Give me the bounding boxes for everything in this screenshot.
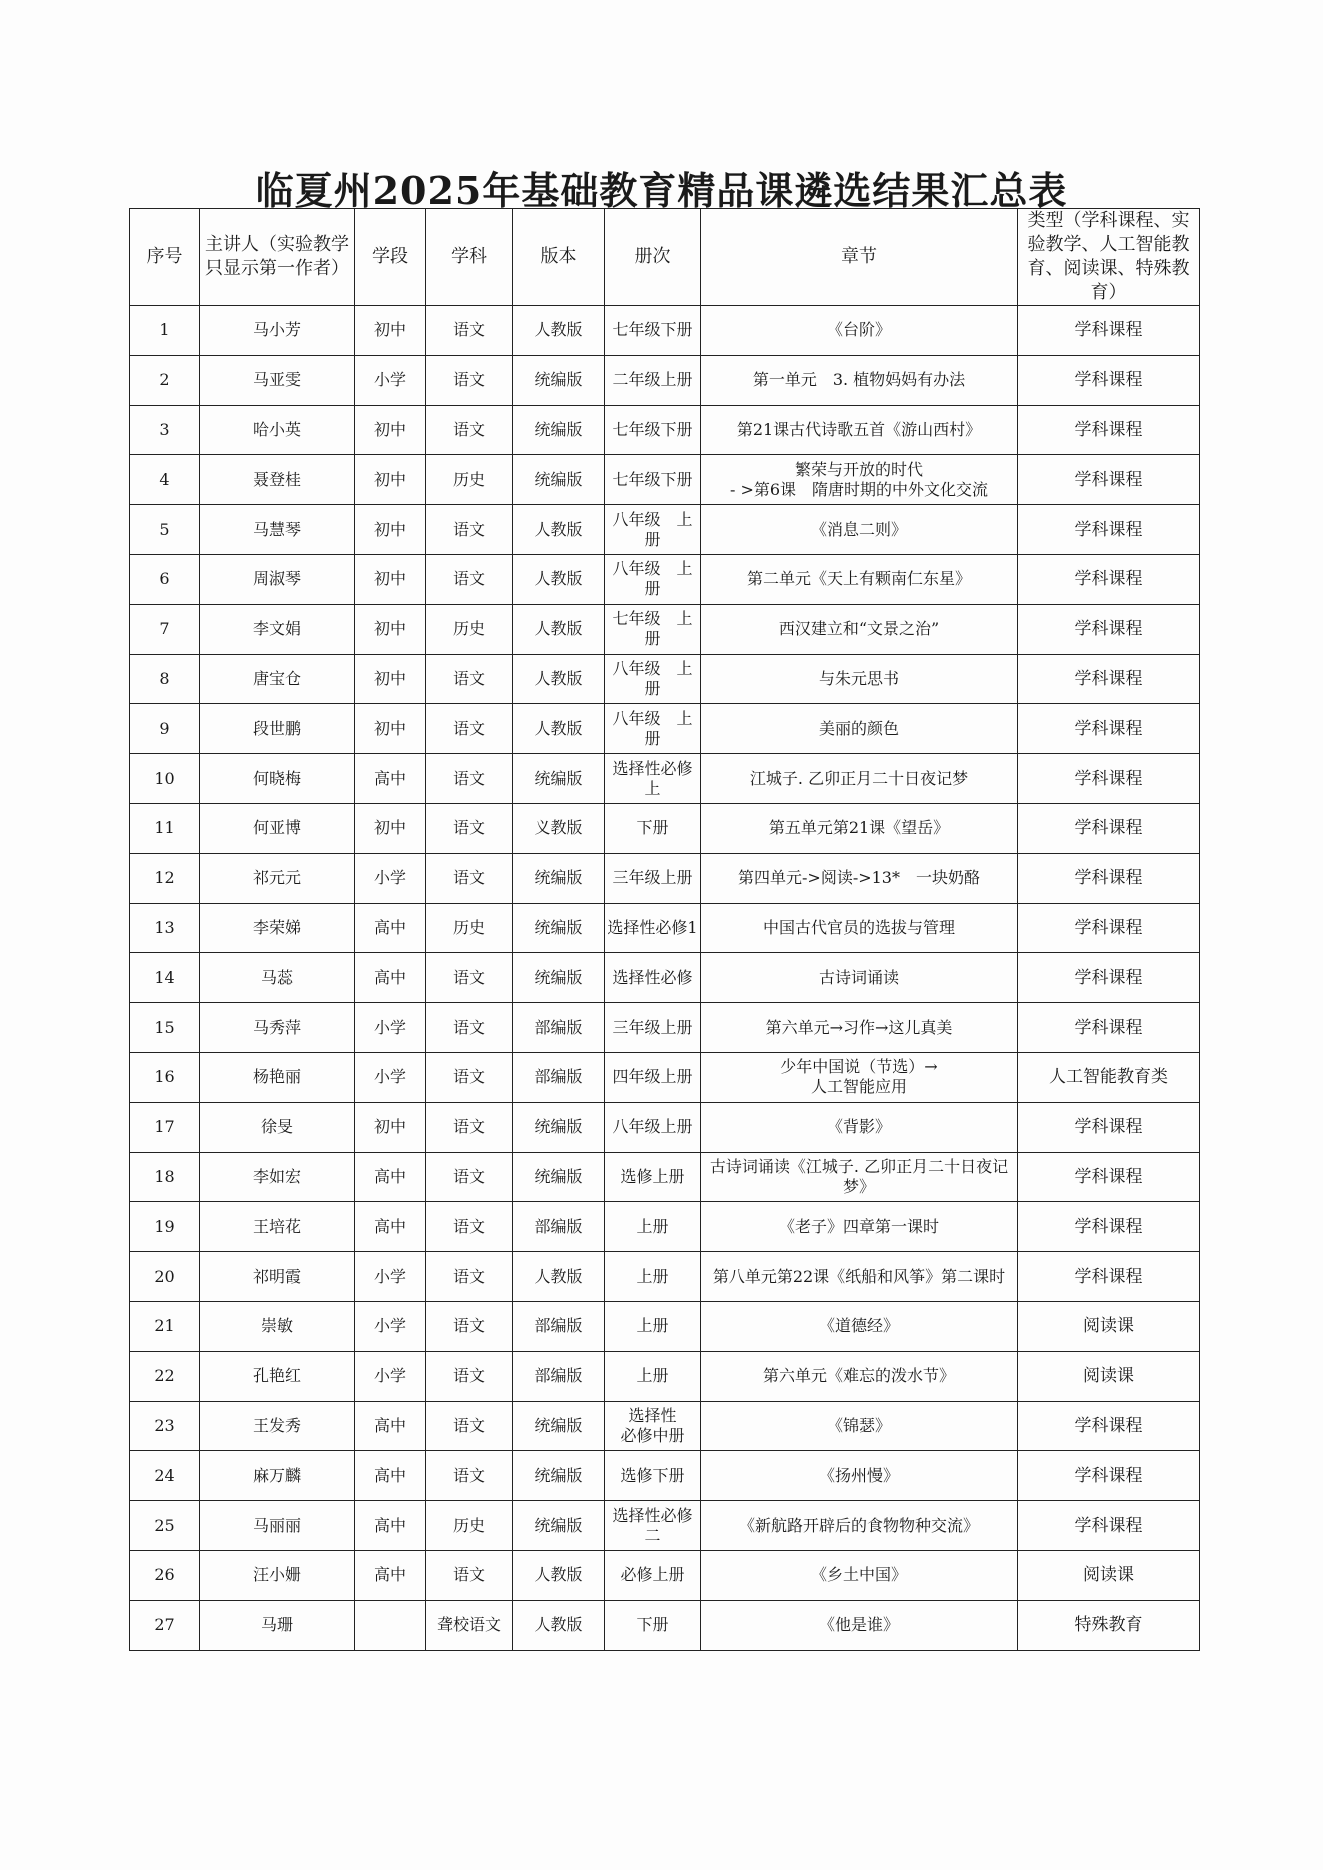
cell-type: 人工智能教育类 — [1018, 1052, 1200, 1102]
cell-stage: 初中 — [355, 1102, 426, 1152]
cell-volume: 八年级 上册 — [605, 704, 701, 754]
cell-stage: 高中 — [355, 1401, 426, 1451]
header-subject: 学科 — [426, 209, 513, 306]
cell-lecturer: 哈小英 — [200, 405, 355, 455]
cell-chapter: 《他是谁》 — [701, 1600, 1018, 1650]
cell-lecturer: 马小芳 — [200, 306, 355, 356]
cell-stage: 初中 — [355, 803, 426, 853]
cell-stage: 初中 — [355, 704, 426, 754]
table-row — [130, 1102, 1200, 1152]
header-row — [130, 209, 1200, 306]
cell-subject: 语文 — [426, 704, 513, 754]
header-chapter: 章节 — [701, 209, 1018, 306]
cell-edition: 统编版 — [513, 355, 605, 405]
cell-volume: 四年级上册 — [605, 1052, 701, 1102]
cell-stage: 小学 — [355, 1252, 426, 1302]
cell-stage: 初中 — [355, 405, 426, 455]
cell-stage: 初中 — [355, 654, 426, 704]
table-row — [130, 1152, 1200, 1202]
cell-volume: 上册 — [605, 1351, 701, 1401]
cell-volume: 必修上册 — [605, 1550, 701, 1600]
cell-volume: 八年级 上册 — [605, 654, 701, 704]
cell-stage: 小学 — [355, 1052, 426, 1102]
cell-stage: 高中 — [355, 1152, 426, 1202]
cell-edition: 统编版 — [513, 903, 605, 953]
cell-edition: 部编版 — [513, 1351, 605, 1401]
cell-lecturer: 段世鹏 — [200, 704, 355, 754]
cell-type: 学科课程 — [1018, 1401, 1200, 1451]
cell-index: 7 — [130, 604, 200, 654]
cell-type: 学科课程 — [1018, 853, 1200, 903]
cell-chapter: 《道德经》 — [701, 1301, 1018, 1351]
cell-chapter: 西汉建立和“文景之治” — [701, 604, 1018, 654]
cell-lecturer: 马丽丽 — [200, 1501, 355, 1551]
cell-volume: 八年级 上册 — [605, 505, 701, 555]
cell-index: 2 — [130, 355, 200, 405]
table-row — [130, 554, 1200, 604]
cell-type: 阅读课 — [1018, 1550, 1200, 1600]
table-row — [130, 505, 1200, 555]
cell-subject: 语文 — [426, 1252, 513, 1302]
cell-volume: 七年级 上册 — [605, 604, 701, 654]
cell-type: 学科课程 — [1018, 704, 1200, 754]
cell-index: 14 — [130, 953, 200, 1003]
cell-chapter: 第五单元第21课《望岳》 — [701, 803, 1018, 853]
cell-type: 学科课程 — [1018, 604, 1200, 654]
cell-volume: 下册 — [605, 1600, 701, 1650]
cell-lecturer: 汪小姗 — [200, 1550, 355, 1600]
cell-volume: 七年级下册 — [605, 405, 701, 455]
cell-index: 22 — [130, 1351, 200, 1401]
table-row — [130, 1052, 1200, 1102]
cell-chapter: 《锦瑟》 — [701, 1401, 1018, 1451]
table-row — [130, 1501, 1200, 1551]
cell-index: 12 — [130, 853, 200, 903]
cell-stage: 小学 — [355, 853, 426, 903]
cell-lecturer: 聂登桂 — [200, 455, 355, 505]
cell-index: 26 — [130, 1550, 200, 1600]
cell-stage: 高中 — [355, 754, 426, 804]
cell-edition: 统编版 — [513, 1401, 605, 1451]
cell-type: 学科课程 — [1018, 803, 1200, 853]
cell-subject: 语文 — [426, 355, 513, 405]
cell-index: 6 — [130, 554, 200, 604]
cell-lecturer: 马秀萍 — [200, 1003, 355, 1053]
cell-index: 21 — [130, 1301, 200, 1351]
cell-chapter: 《老子》四章第一课时 — [701, 1202, 1018, 1252]
cell-index: 19 — [130, 1202, 200, 1252]
table-row — [130, 654, 1200, 704]
cell-index: 3 — [130, 405, 200, 455]
cell-index: 10 — [130, 754, 200, 804]
cell-lecturer: 王培花 — [200, 1202, 355, 1252]
cell-edition: 统编版 — [513, 1152, 605, 1202]
cell-chapter: 《扬州慢》 — [701, 1451, 1018, 1501]
cell-type: 学科课程 — [1018, 306, 1200, 356]
page-title: 临夏州2025年基础教育精品课遴选结果汇总表 — [255, 168, 1068, 213]
cell-edition: 人教版 — [513, 1600, 605, 1650]
cell-lecturer: 孔艳红 — [200, 1351, 355, 1401]
cell-type: 学科课程 — [1018, 405, 1200, 455]
cell-lecturer: 王发秀 — [200, 1401, 355, 1451]
cell-index: 17 — [130, 1102, 200, 1152]
cell-type: 学科课程 — [1018, 1102, 1200, 1152]
table-row — [130, 704, 1200, 754]
cell-index: 24 — [130, 1451, 200, 1501]
cell-subject: 语文 — [426, 654, 513, 704]
cell-index: 27 — [130, 1600, 200, 1650]
cell-index: 18 — [130, 1152, 200, 1202]
cell-chapter: 《新航路开辟后的食物物种交流》 — [701, 1501, 1018, 1551]
cell-stage: 小学 — [355, 1301, 426, 1351]
cell-subject: 语文 — [426, 1052, 513, 1102]
cell-subject: 聋校语文 — [426, 1600, 513, 1650]
cell-stage: 高中 — [355, 1550, 426, 1600]
cell-edition: 人教版 — [513, 554, 605, 604]
cell-type: 学科课程 — [1018, 1202, 1200, 1252]
table-row — [130, 455, 1200, 505]
cell-index: 13 — [130, 903, 200, 953]
cell-stage: 高中 — [355, 1202, 426, 1252]
cell-subject: 语文 — [426, 953, 513, 1003]
cell-type: 学科课程 — [1018, 1252, 1200, 1302]
cell-index: 4 — [130, 455, 200, 505]
cell-stage: 小学 — [355, 355, 426, 405]
cell-volume: 八年级 上册 — [605, 554, 701, 604]
cell-index: 20 — [130, 1252, 200, 1302]
cell-edition: 统编版 — [513, 953, 605, 1003]
cell-chapter: 古诗词诵读《江城子. 乙卯正月二十日夜记梦》 — [701, 1152, 1018, 1202]
cell-edition: 义教版 — [513, 803, 605, 853]
cell-edition: 统编版 — [513, 1451, 605, 1501]
cell-lecturer: 李文娟 — [200, 604, 355, 654]
cell-subject: 历史 — [426, 1501, 513, 1551]
table-row — [130, 953, 1200, 1003]
cell-volume: 选择性必修上 — [605, 754, 701, 804]
cell-chapter: 《乡土中国》 — [701, 1550, 1018, 1600]
cell-volume: 七年级下册 — [605, 306, 701, 356]
cell-edition: 人教版 — [513, 704, 605, 754]
cell-subject: 语文 — [426, 505, 513, 555]
cell-type: 学科课程 — [1018, 1451, 1200, 1501]
cell-subject: 语文 — [426, 853, 513, 903]
table-body — [130, 306, 1200, 1651]
cell-subject: 语文 — [426, 306, 513, 356]
cell-lecturer: 唐宝仓 — [200, 654, 355, 704]
cell-index: 25 — [130, 1501, 200, 1551]
cell-subject: 语文 — [426, 754, 513, 804]
cell-chapter: 第六单元→习作→这儿真美 — [701, 1003, 1018, 1053]
cell-subject: 语文 — [426, 405, 513, 455]
cell-lecturer: 李荣娣 — [200, 903, 355, 953]
cell-edition: 统编版 — [513, 455, 605, 505]
cell-stage: 高中 — [355, 1451, 426, 1501]
cell-chapter: 《消息二则》 — [701, 505, 1018, 555]
table-row — [130, 355, 1200, 405]
cell-index: 15 — [130, 1003, 200, 1053]
cell-index: 8 — [130, 654, 200, 704]
cell-type: 学科课程 — [1018, 355, 1200, 405]
cell-lecturer: 李如宏 — [200, 1152, 355, 1202]
table-row — [130, 903, 1200, 953]
cell-volume: 上册 — [605, 1301, 701, 1351]
cell-edition: 人教版 — [513, 306, 605, 356]
cell-volume: 三年级上册 — [605, 1003, 701, 1053]
cell-type: 阅读课 — [1018, 1351, 1200, 1401]
cell-subject: 语文 — [426, 1202, 513, 1252]
cell-edition: 部编版 — [513, 1301, 605, 1351]
cell-subject: 历史 — [426, 455, 513, 505]
cell-stage: 小学 — [355, 1351, 426, 1401]
cell-type: 学科课程 — [1018, 554, 1200, 604]
table-row — [130, 1301, 1200, 1351]
cell-edition: 统编版 — [513, 1102, 605, 1152]
table-row — [130, 1202, 1200, 1252]
cell-index: 23 — [130, 1401, 200, 1451]
cell-volume: 上册 — [605, 1252, 701, 1302]
cell-chapter: 少年中国说（节选）→ 人工智能应用 — [701, 1052, 1018, 1102]
cell-stage: 高中 — [355, 903, 426, 953]
cell-edition: 人教版 — [513, 505, 605, 555]
cell-chapter: 第21课古代诗歌五首《游山西村》 — [701, 405, 1018, 455]
table-row — [130, 405, 1200, 455]
cell-volume: 选修上册 — [605, 1152, 701, 1202]
header-stage: 学段 — [355, 209, 426, 306]
cell-subject: 语文 — [426, 1102, 513, 1152]
cell-chapter: 第一单元 3. 植物妈妈有办法 — [701, 355, 1018, 405]
cell-type: 学科课程 — [1018, 455, 1200, 505]
cell-lecturer: 马亚雯 — [200, 355, 355, 405]
header-lecturer: 主讲人（实验教学只显示第一作者） — [200, 209, 355, 306]
cell-type: 学科课程 — [1018, 654, 1200, 704]
cell-type: 阅读课 — [1018, 1301, 1200, 1351]
cell-subject: 语文 — [426, 1451, 513, 1501]
cell-chapter: 江城子. 乙卯正月二十日夜记梦 — [701, 754, 1018, 804]
cell-lecturer: 马蕊 — [200, 953, 355, 1003]
cell-type: 学科课程 — [1018, 903, 1200, 953]
cell-volume: 二年级上册 — [605, 355, 701, 405]
cell-subject: 语文 — [426, 554, 513, 604]
cell-type: 学科课程 — [1018, 1501, 1200, 1551]
cell-volume: 选择性必修1 — [605, 903, 701, 953]
cell-volume: 八年级上册 — [605, 1102, 701, 1152]
table-row — [130, 1351, 1200, 1401]
cell-subject: 历史 — [426, 604, 513, 654]
cell-chapter: 中国古代官员的选拔与管理 — [701, 903, 1018, 953]
table-row — [130, 604, 1200, 654]
cell-chapter: 美丽的颜色 — [701, 704, 1018, 754]
table-row — [130, 306, 1200, 356]
header-volume: 册次 — [605, 209, 701, 306]
cell-lecturer: 周淑琴 — [200, 554, 355, 604]
cell-edition: 统编版 — [513, 405, 605, 455]
cell-stage: 高中 — [355, 1501, 426, 1551]
table-row — [130, 853, 1200, 903]
table-row — [130, 1401, 1200, 1451]
cell-edition: 人教版 — [513, 1252, 605, 1302]
cell-volume: 选修下册 — [605, 1451, 701, 1501]
cell-stage — [355, 1600, 426, 1650]
cell-lecturer: 徐旻 — [200, 1102, 355, 1152]
cell-subject: 历史 — [426, 903, 513, 953]
cell-subject: 语文 — [426, 1550, 513, 1600]
cell-volume: 三年级上册 — [605, 853, 701, 903]
cell-type: 学科课程 — [1018, 754, 1200, 804]
header-index: 序号 — [130, 209, 200, 306]
table-row — [130, 1003, 1200, 1053]
cell-type: 学科课程 — [1018, 1152, 1200, 1202]
cell-type: 学科课程 — [1018, 953, 1200, 1003]
cell-subject: 语文 — [426, 1401, 513, 1451]
cell-index: 16 — [130, 1052, 200, 1102]
cell-stage: 小学 — [355, 1003, 426, 1053]
cell-index: 1 — [130, 306, 200, 356]
cell-stage: 初中 — [355, 604, 426, 654]
cell-chapter: 与朱元思书 — [701, 654, 1018, 704]
cell-chapter: 《台阶》 — [701, 306, 1018, 356]
cell-volume: 选择性必修 — [605, 953, 701, 1003]
table-row — [130, 1550, 1200, 1600]
cell-stage: 初中 — [355, 455, 426, 505]
table-row — [130, 754, 1200, 804]
cell-edition: 人教版 — [513, 654, 605, 704]
cell-lecturer: 祁元元 — [200, 853, 355, 903]
cell-subject: 语文 — [426, 1301, 513, 1351]
cell-volume: 上册 — [605, 1202, 701, 1252]
cell-edition: 人教版 — [513, 1550, 605, 1600]
cell-edition: 统编版 — [513, 1501, 605, 1551]
cell-lecturer: 麻万麟 — [200, 1451, 355, 1501]
cell-subject: 语文 — [426, 803, 513, 853]
cell-lecturer: 马慧琴 — [200, 505, 355, 555]
cell-chapter: 第六单元《难忘的泼水节》 — [701, 1351, 1018, 1401]
cell-lecturer: 何晓梅 — [200, 754, 355, 804]
header-edition: 版本 — [513, 209, 605, 306]
table-row — [130, 1600, 1200, 1650]
header-type: 类型（学科课程、实验教学、人工智能教育、阅读课、特殊教育） — [1018, 209, 1200, 306]
cell-stage: 初中 — [355, 554, 426, 604]
cell-lecturer: 马珊 — [200, 1600, 355, 1650]
cell-lecturer: 崇敏 — [200, 1301, 355, 1351]
cell-type: 特殊教育 — [1018, 1600, 1200, 1650]
cell-type: 学科课程 — [1018, 1003, 1200, 1053]
results-table — [129, 208, 1200, 1651]
cell-index: 11 — [130, 803, 200, 853]
cell-lecturer: 杨艳丽 — [200, 1052, 355, 1102]
cell-volume: 七年级下册 — [605, 455, 701, 505]
cell-edition: 人教版 — [513, 604, 605, 654]
cell-type: 学科课程 — [1018, 505, 1200, 555]
cell-chapter: 第八单元第22课《纸船和风筝》第二课时 — [701, 1252, 1018, 1302]
cell-volume: 选择性必修二 — [605, 1501, 701, 1551]
cell-edition: 统编版 — [513, 754, 605, 804]
table-row — [130, 1252, 1200, 1302]
cell-volume: 下册 — [605, 803, 701, 853]
cell-stage: 初中 — [355, 306, 426, 356]
cell-stage: 高中 — [355, 953, 426, 1003]
cell-edition: 统编版 — [513, 853, 605, 903]
cell-subject: 语文 — [426, 1351, 513, 1401]
cell-chapter: 古诗词诵读 — [701, 953, 1018, 1003]
cell-edition: 部编版 — [513, 1003, 605, 1053]
cell-lecturer: 何亚博 — [200, 803, 355, 853]
cell-index: 9 — [130, 704, 200, 754]
table-row — [130, 803, 1200, 853]
cell-chapter: 繁荣与开放的时代 - >第6课 隋唐时期的中外文化交流 — [701, 455, 1018, 505]
table-row — [130, 1451, 1200, 1501]
cell-stage: 初中 — [355, 505, 426, 555]
cell-chapter: 第二单元《天上有颗南仁东星》 — [701, 554, 1018, 604]
cell-lecturer: 祁明霞 — [200, 1252, 355, 1302]
cell-edition: 部编版 — [513, 1052, 605, 1102]
cell-volume: 选择性 必修中册 — [605, 1401, 701, 1451]
cell-edition: 部编版 — [513, 1202, 605, 1252]
cell-subject: 语文 — [426, 1003, 513, 1053]
cell-chapter: 《背影》 — [701, 1102, 1018, 1152]
cell-chapter: 第四单元->阅读->13* 一块奶酪 — [701, 853, 1018, 903]
cell-subject: 语文 — [426, 1152, 513, 1202]
cell-index: 5 — [130, 505, 200, 555]
